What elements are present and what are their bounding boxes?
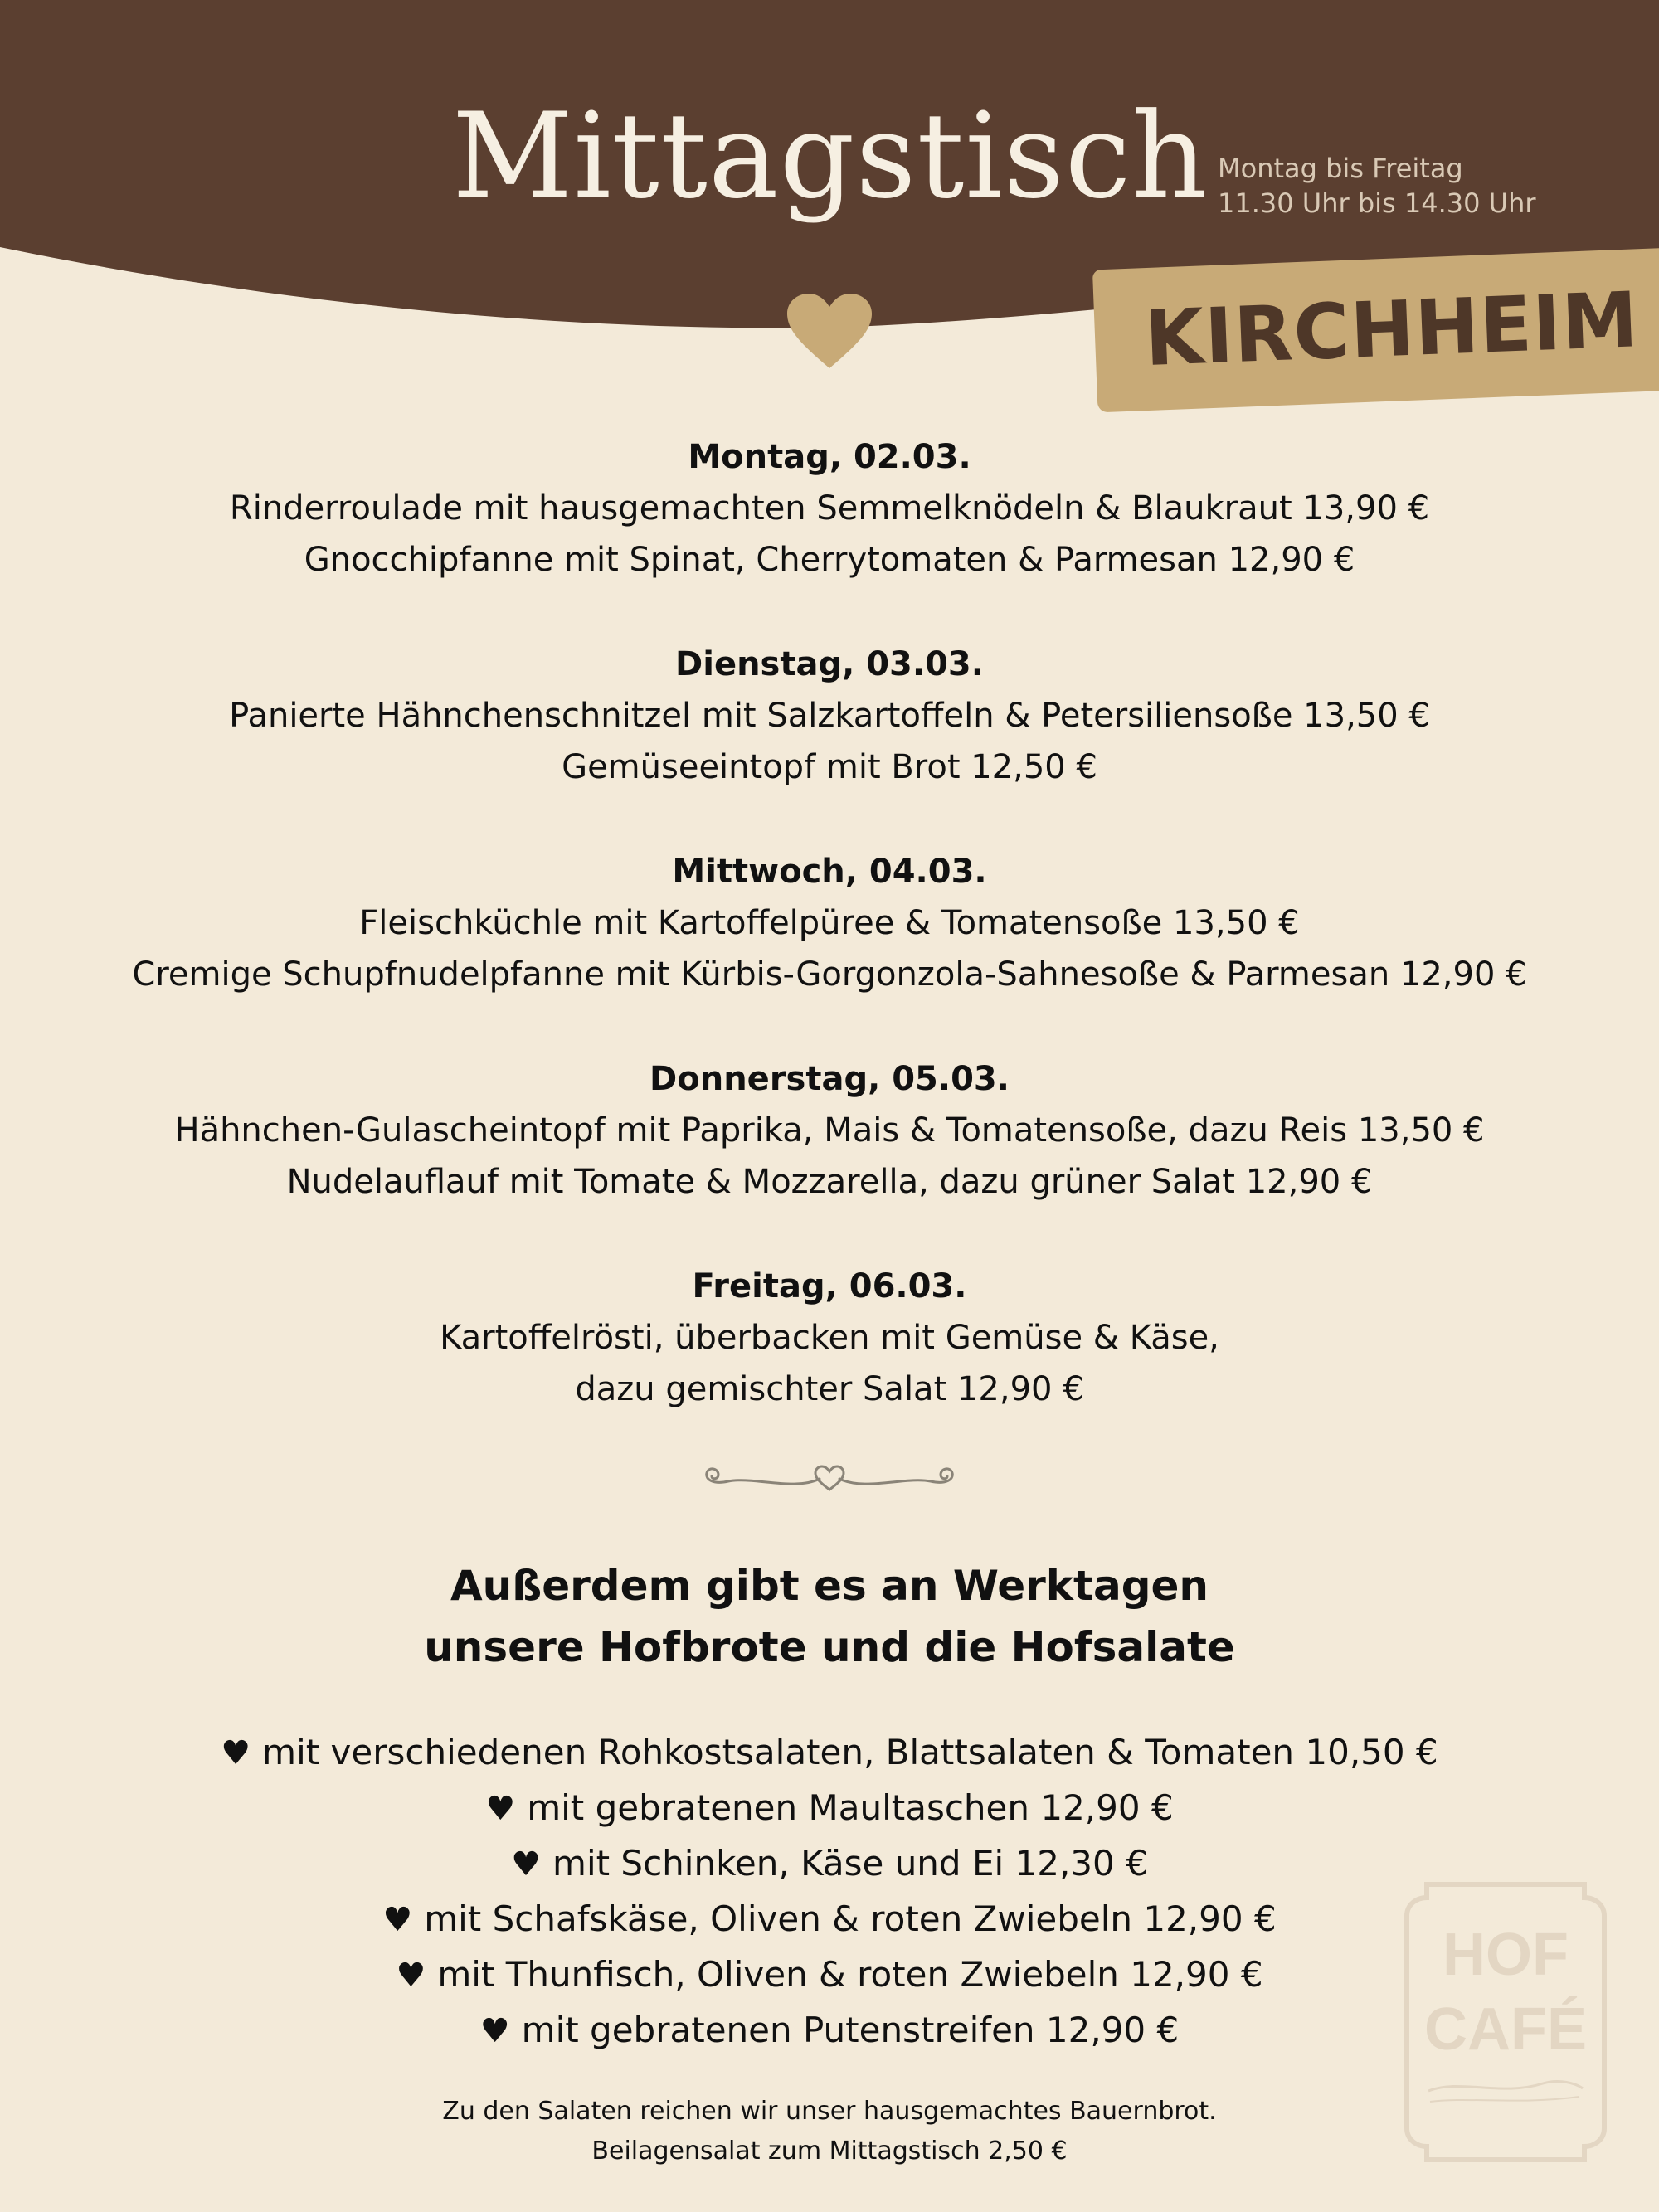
extras-line: unsere Hofbrote und die Hofsalate — [424, 1623, 1235, 1671]
heart-bullet-icon: ♥ — [485, 1790, 516, 1828]
location-name: KIRCHHEIM — [1143, 275, 1641, 384]
daily-menu — [0, 431, 1659, 1468]
dish: dazu gemischter Salat 12,90 € — [575, 1370, 1084, 1408]
footer-line: Zu den Salaten reichen wir unser hausgemachtes Bauernbrot. — [442, 2097, 1217, 2126]
hofcafe-logo — [1402, 1879, 1609, 2166]
logo-cafe: CAFÉ — [1424, 1996, 1587, 2063]
salad-text: mit gebratenen Maultaschen 12,90 € — [527, 1787, 1174, 1828]
extras-heading — [0, 1555, 1659, 1678]
page-title: Mittagstisch — [452, 88, 1209, 225]
dish: Rinderroulade mit hausgemachten Semmelknödeln & Blaukraut 13,90 € — [229, 489, 1430, 527]
day-title: Dienstag, 03.03. — [675, 645, 984, 683]
dish: Fleischküchle mit Kartoffelpüree & Tomatensoße 13,50 € — [359, 904, 1300, 942]
dish: Nudelauflauf mit Tomate & Mozzarella, dazu grüner Salat 12,90 € — [286, 1163, 1373, 1201]
salad-text: mit verschiedenen Rohkostsalaten, Blattsalaten & Tomaten 10,50 € — [262, 1732, 1438, 1772]
list-item — [0, 1781, 1659, 1836]
salad-text: mit gebratenen Putenstreifen 12,90 € — [521, 2010, 1180, 2050]
location-badge — [1092, 248, 1659, 413]
opening-days: Montag bis Freitag — [1218, 153, 1463, 184]
dish: Gnocchipfanne mit Spinat, Cherrytomaten & Parmesan 12,90 € — [304, 541, 1355, 579]
day-monday — [0, 431, 1659, 586]
heart-bullet-icon: ♥ — [396, 1957, 426, 1995]
ornament-divider-icon — [695, 1458, 964, 1500]
salad-text: mit Schinken, Käse und Ei 12,30 € — [552, 1843, 1148, 1884]
day-title: Donnerstag, 05.03. — [649, 1060, 1010, 1098]
day-tuesday — [0, 639, 1659, 793]
day-friday — [0, 1261, 1659, 1415]
footer-line: Beilagensalat zum Mittagstisch 2,50 € — [591, 2137, 1068, 2166]
heart-bullet-icon: ♥ — [221, 1734, 251, 1772]
dish: Kartoffelrösti, überbacken mit Gemüse & Käse, — [440, 1319, 1219, 1357]
dish: Panierte Hähnchenschnitzel mit Salzkartoffeln & Petersiliensoße 13,50 € — [229, 697, 1430, 735]
opening-times: 11.30 Uhr bis 14.30 Uhr — [1218, 187, 1536, 219]
day-title: Freitag, 06.03. — [692, 1267, 967, 1305]
opening-hours — [1218, 151, 1536, 221]
dish: Gemüseeintopf mit Brot 12,50 € — [562, 748, 1097, 786]
day-thursday — [0, 1053, 1659, 1208]
day-wednesday — [0, 846, 1659, 1000]
extras-line: Außerdem gibt es an Werktagen — [450, 1562, 1209, 1610]
list-item — [0, 1725, 1659, 1781]
heart-bullet-icon: ♥ — [511, 1845, 542, 1884]
salad-text: mit Schafskäse, Oliven & roten Zwiebeln 12,90 € — [424, 1898, 1277, 1939]
day-title: Montag, 02.03. — [688, 438, 971, 476]
day-title: Mittwoch, 04.03. — [672, 853, 987, 891]
salad-text: mit Thunfisch, Oliven & roten Zwiebeln 12,90 € — [437, 1954, 1263, 1995]
dish: Cremige Schupfnudelpfanne mit Kürbis-Gorgonzola-Sahnesoße & Parmesan 12,90 € — [132, 955, 1527, 994]
heart-bullet-icon: ♥ — [479, 2012, 510, 2050]
heart-bullet-icon: ♥ — [382, 1901, 413, 1939]
logo-hof: HOF — [1443, 1922, 1569, 1988]
heart-icon — [784, 292, 875, 375]
dish: Hähnchen-Gulascheintopf mit Paprika, Mais & Tomatensoße, dazu Reis 13,50 € — [174, 1111, 1485, 1150]
